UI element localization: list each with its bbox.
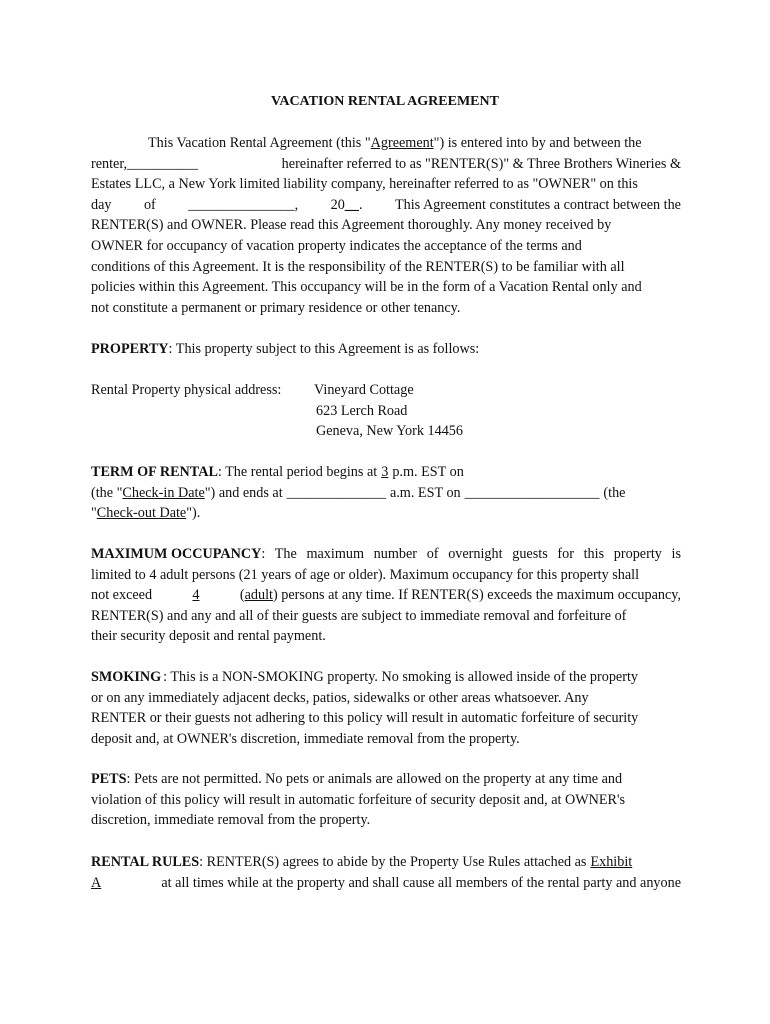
pets-section: PETS : Pets are not permitted. No pets or animals are allowed on the property at any time and violation of this policy will result in automatic forfeiture of security deposit and, at OWNER's discretion, immediate removal from the property. — [91, 771, 626, 829]
intro-paragraph: This Vacation Rental Agreement (this " Agreement ") is entered into by and between the renter,__________ hereinafter referred to as "RENTER(S)" & Three Brothers Wineries & Estates LLC, a New York limited liability company, hereinafter referred to as "OWNER" on this day of _______________, 20__. This Agreement constitutes a contract between the RENTER(S) and OWNER. Please read this Agreement thoroughly. Any money received by OWNER for occupancy of vacation property indicates the acceptance of the terms and conditions of this Agreement. It is the responsibility of the RENTER(S) to be familiar with all policies within this Agreement. This occupancy will be in the form of a Vacation Rental only and not constitute a permanent or primary residence or other tenancy. — [91, 135, 681, 316]
property-heading: PROPERTY — [91, 341, 169, 357]
renter-blank: renter,__________ — [91, 155, 198, 172]
end-time-blank: ______________ — [286, 484, 386, 501]
agreement-term: Agreement — [370, 135, 434, 151]
smoking-section: SMOKING : This is a NON-SMOKING property. No smoking is allowed inside of the property or on any immediately adjacent decks, patios, sidewalks or other areas whatsoever. Any RENTER or their guests not adhering to this policy will result in automatic forfeiture of security deposit and, at OWNER's discretion, immediate removal from the property. — [91, 669, 639, 747]
occupancy-section: MAXIMUM OCCUPANCY : The maximum number of overnight guests for this property is limited to 4 adult persons (21 years of age or older). Maximum occupancy for this property shall not exceed 4 (adult) persons at any time. If RENTER(S) exceeds the maximum occupancy, RENTER(S) and any and all of their guests are subject to immediate removal and forfeiture of their security deposit and rental payment. — [91, 546, 681, 645]
term-section: TERM OF RENTAL : The rental period begins at 3 p.m. EST on (the " Check-in Date ") and ends at ______________ a.m. EST on ___________________ (the " Check-out Date "). — [91, 462, 681, 524]
term-heading: TERM OF RENTAL — [91, 464, 218, 480]
day-blank: _______________, — [188, 196, 299, 213]
rental-rules-section: RENTAL RULES : RENTER(S) agrees to abide by the Property Use Rules attached as Exhibit A at all times while at the property and shall cause all members of the rental party and anyone — [91, 852, 681, 893]
end-date-blank: ___________________ — [464, 484, 600, 501]
check-in-date-term: Check-in Date — [122, 484, 205, 501]
document-title: VACATION RENTAL AGREEMENT — [271, 94, 499, 109]
check-out-date-term: Check-out Date — [96, 505, 187, 522]
rental-rules-heading: RENTAL RULES — [91, 854, 200, 870]
exhibit-letter: A — [91, 874, 102, 891]
property-section: PROPERTY : This property subject to this Agreement is as follows: — [91, 339, 681, 360]
pets-heading: PETS — [91, 771, 127, 787]
occupancy-heading: MAXIMUM OCCUPANCY — [91, 546, 262, 562]
property-address: Vineyard Cottage 623 Lerch Road Geneva, New York 14456 — [314, 382, 463, 440]
start-hour: 3 — [381, 464, 389, 480]
address-label: Rental Property physical address: — [91, 382, 282, 398]
exhibit-reference: Exhibit — [590, 854, 633, 870]
year-blank: __ — [344, 196, 359, 213]
smoking-heading: SMOKING — [91, 669, 162, 685]
